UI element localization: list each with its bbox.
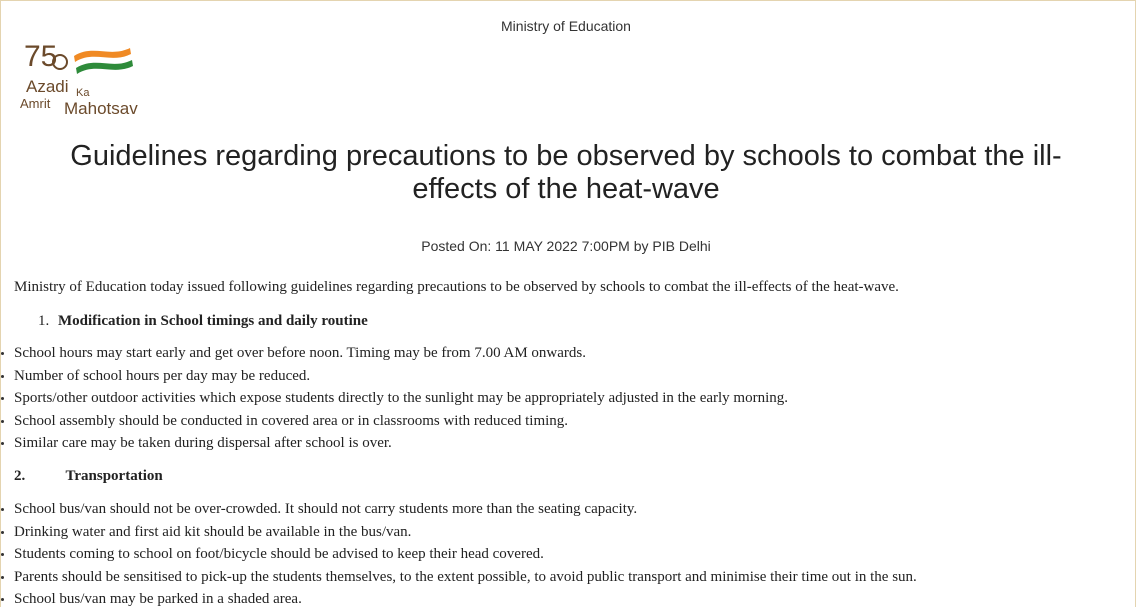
flag-saffron-icon <box>74 48 131 62</box>
section-1-list <box>0 342 1130 455</box>
bullet-icon <box>1 352 4 355</box>
list-item: School hours may start early and get over before noon. Timing may be from 7.00 AM onwards. <box>0 342 1130 365</box>
bullet-icon <box>1 576 4 579</box>
page-title: Guidelines regarding precautions to be observed by schools to combat the ill-effects of the heat-wave <box>70 140 1062 205</box>
section-2-list <box>0 498 1130 611</box>
section-number: 1. <box>38 313 50 329</box>
bullet-icon <box>1 375 4 378</box>
article-body <box>0 277 1130 611</box>
posted-info: Posted On: 11 MAY 2022 7:00PM by PIB Delhi <box>421 238 711 254</box>
section-title: Modification in School timings and daily routine <box>58 313 368 329</box>
flag-green-icon <box>76 60 133 74</box>
intro-paragraph: Ministry of Education today issued following guidelines regarding precautions to be observed by schools to combat the ill-effects of the heat-wave. <box>14 279 899 295</box>
bullet-icon <box>1 531 4 534</box>
logo-azadi: Azadi <box>26 77 69 96</box>
logo-amrit: Amrit <box>20 96 51 111</box>
section-title: Transportation <box>65 467 163 484</box>
section-heading-1 <box>38 311 1130 331</box>
logo-number: 75 <box>24 40 58 73</box>
section-heading-2 <box>14 466 1130 486</box>
logo-ka: Ka <box>76 87 90 99</box>
bullet-icon <box>1 420 4 423</box>
bullet-icon <box>1 598 4 601</box>
list-item: Similar care may be taken during dispersal after school is over. <box>0 432 1130 455</box>
list-item: Sports/other outdoor activities which expose students directly to the sunlight may be appropriately adjusted in the early morning. <box>0 387 1130 410</box>
list-item: Number of school hours per day may be reduced. <box>0 365 1130 388</box>
list-item: School assembly should be conducted in covered area or in classrooms with reduced timing. <box>0 410 1130 433</box>
ministry-name: Ministry of Education <box>501 18 631 34</box>
list-item: Students coming to school on foot/bicycle should be advised to keep their head covered. <box>0 543 1130 566</box>
logo-mahotsav: Mahotsav <box>64 99 138 118</box>
bullet-icon <box>1 553 4 556</box>
section-number: 2. <box>14 467 26 484</box>
list-item: Parents should be sensitised to pick-up the students themselves, to the extent possible, to avoid public transport and minimise their time out in the sun. <box>0 566 1130 589</box>
list-item: School bus/van may be parked in a shaded area. <box>0 588 1130 611</box>
azadi-ka-amrit-mahotsav-logo <box>18 38 163 118</box>
bullet-icon <box>1 442 4 445</box>
list-item: Drinking water and first aid kit should be available in the bus/van. <box>0 521 1130 544</box>
list-item: School bus/van should not be over-crowded. It should not carry students more than the seating capacity. <box>0 498 1130 521</box>
bullet-icon <box>1 508 4 511</box>
bullet-icon <box>1 397 4 400</box>
